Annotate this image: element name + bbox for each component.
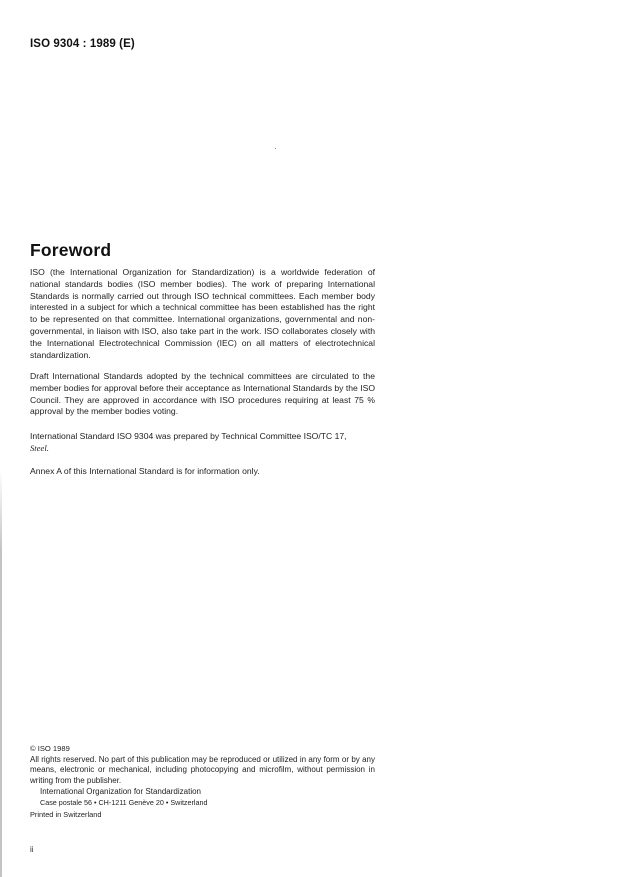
foreword-paragraph-prepared-by	[30, 431, 375, 455]
prepared-by-text: International Standard ISO 9304 was prepared by Technical Committee ISO/TC 17,	[30, 431, 347, 441]
committee-name: Steel.	[30, 442, 49, 453]
document-reference: ISO 9304 : 1989 (E)	[30, 38, 135, 50]
printed-location: Printed in Switzerland	[30, 810, 102, 819]
page-number: ii	[30, 845, 34, 854]
foreword-paragraph-1: ISO (the International Organization for Standardization) is a worldwide federation of national standards bodies (ISO member bodies). The work of preparing International Standards is normally carried out through ISO technical committees. Each member body interested in a subject for which a technical committee has been established has the right to be represented on that committee. International organizations, governmental and non-governmental, in liaison with ISO, also take part in the work. ISO collaborates closely with the International Electrotechnical Commission (IEC) on all matters of electrotechnical standardization.	[30, 267, 375, 360]
scan-speck	[275, 148, 276, 149]
page-edge-shadow	[0, 470, 2, 877]
foreword-paragraph-annex: Annex A of this International Standard is for information only.	[30, 466, 260, 476]
copyright-line: © ISO 1989	[30, 744, 70, 753]
organization-name: International Organization for Standardization	[40, 787, 201, 796]
copyright-footer	[30, 744, 375, 821]
organization-address: Case postale 56 • CH-1211 Genève 20 • Switzerland	[40, 797, 208, 807]
rights-notice: All rights reserved. No part of this publication may be reproduced or utilized in any form or by any means, electronic or mechanical, including photocopying and microfilm, without permission in writing from the publisher.	[30, 754, 375, 785]
section-title: Foreword	[30, 240, 112, 260]
foreword-paragraph-2: Draft International Standards adopted by the technical committees are circulated to the member bodies for approval before their acceptance as International Standards by the ISO Council. They are approved in accordance with ISO procedures requiring at least 75 % approval by the member bodies voting.	[30, 371, 375, 417]
